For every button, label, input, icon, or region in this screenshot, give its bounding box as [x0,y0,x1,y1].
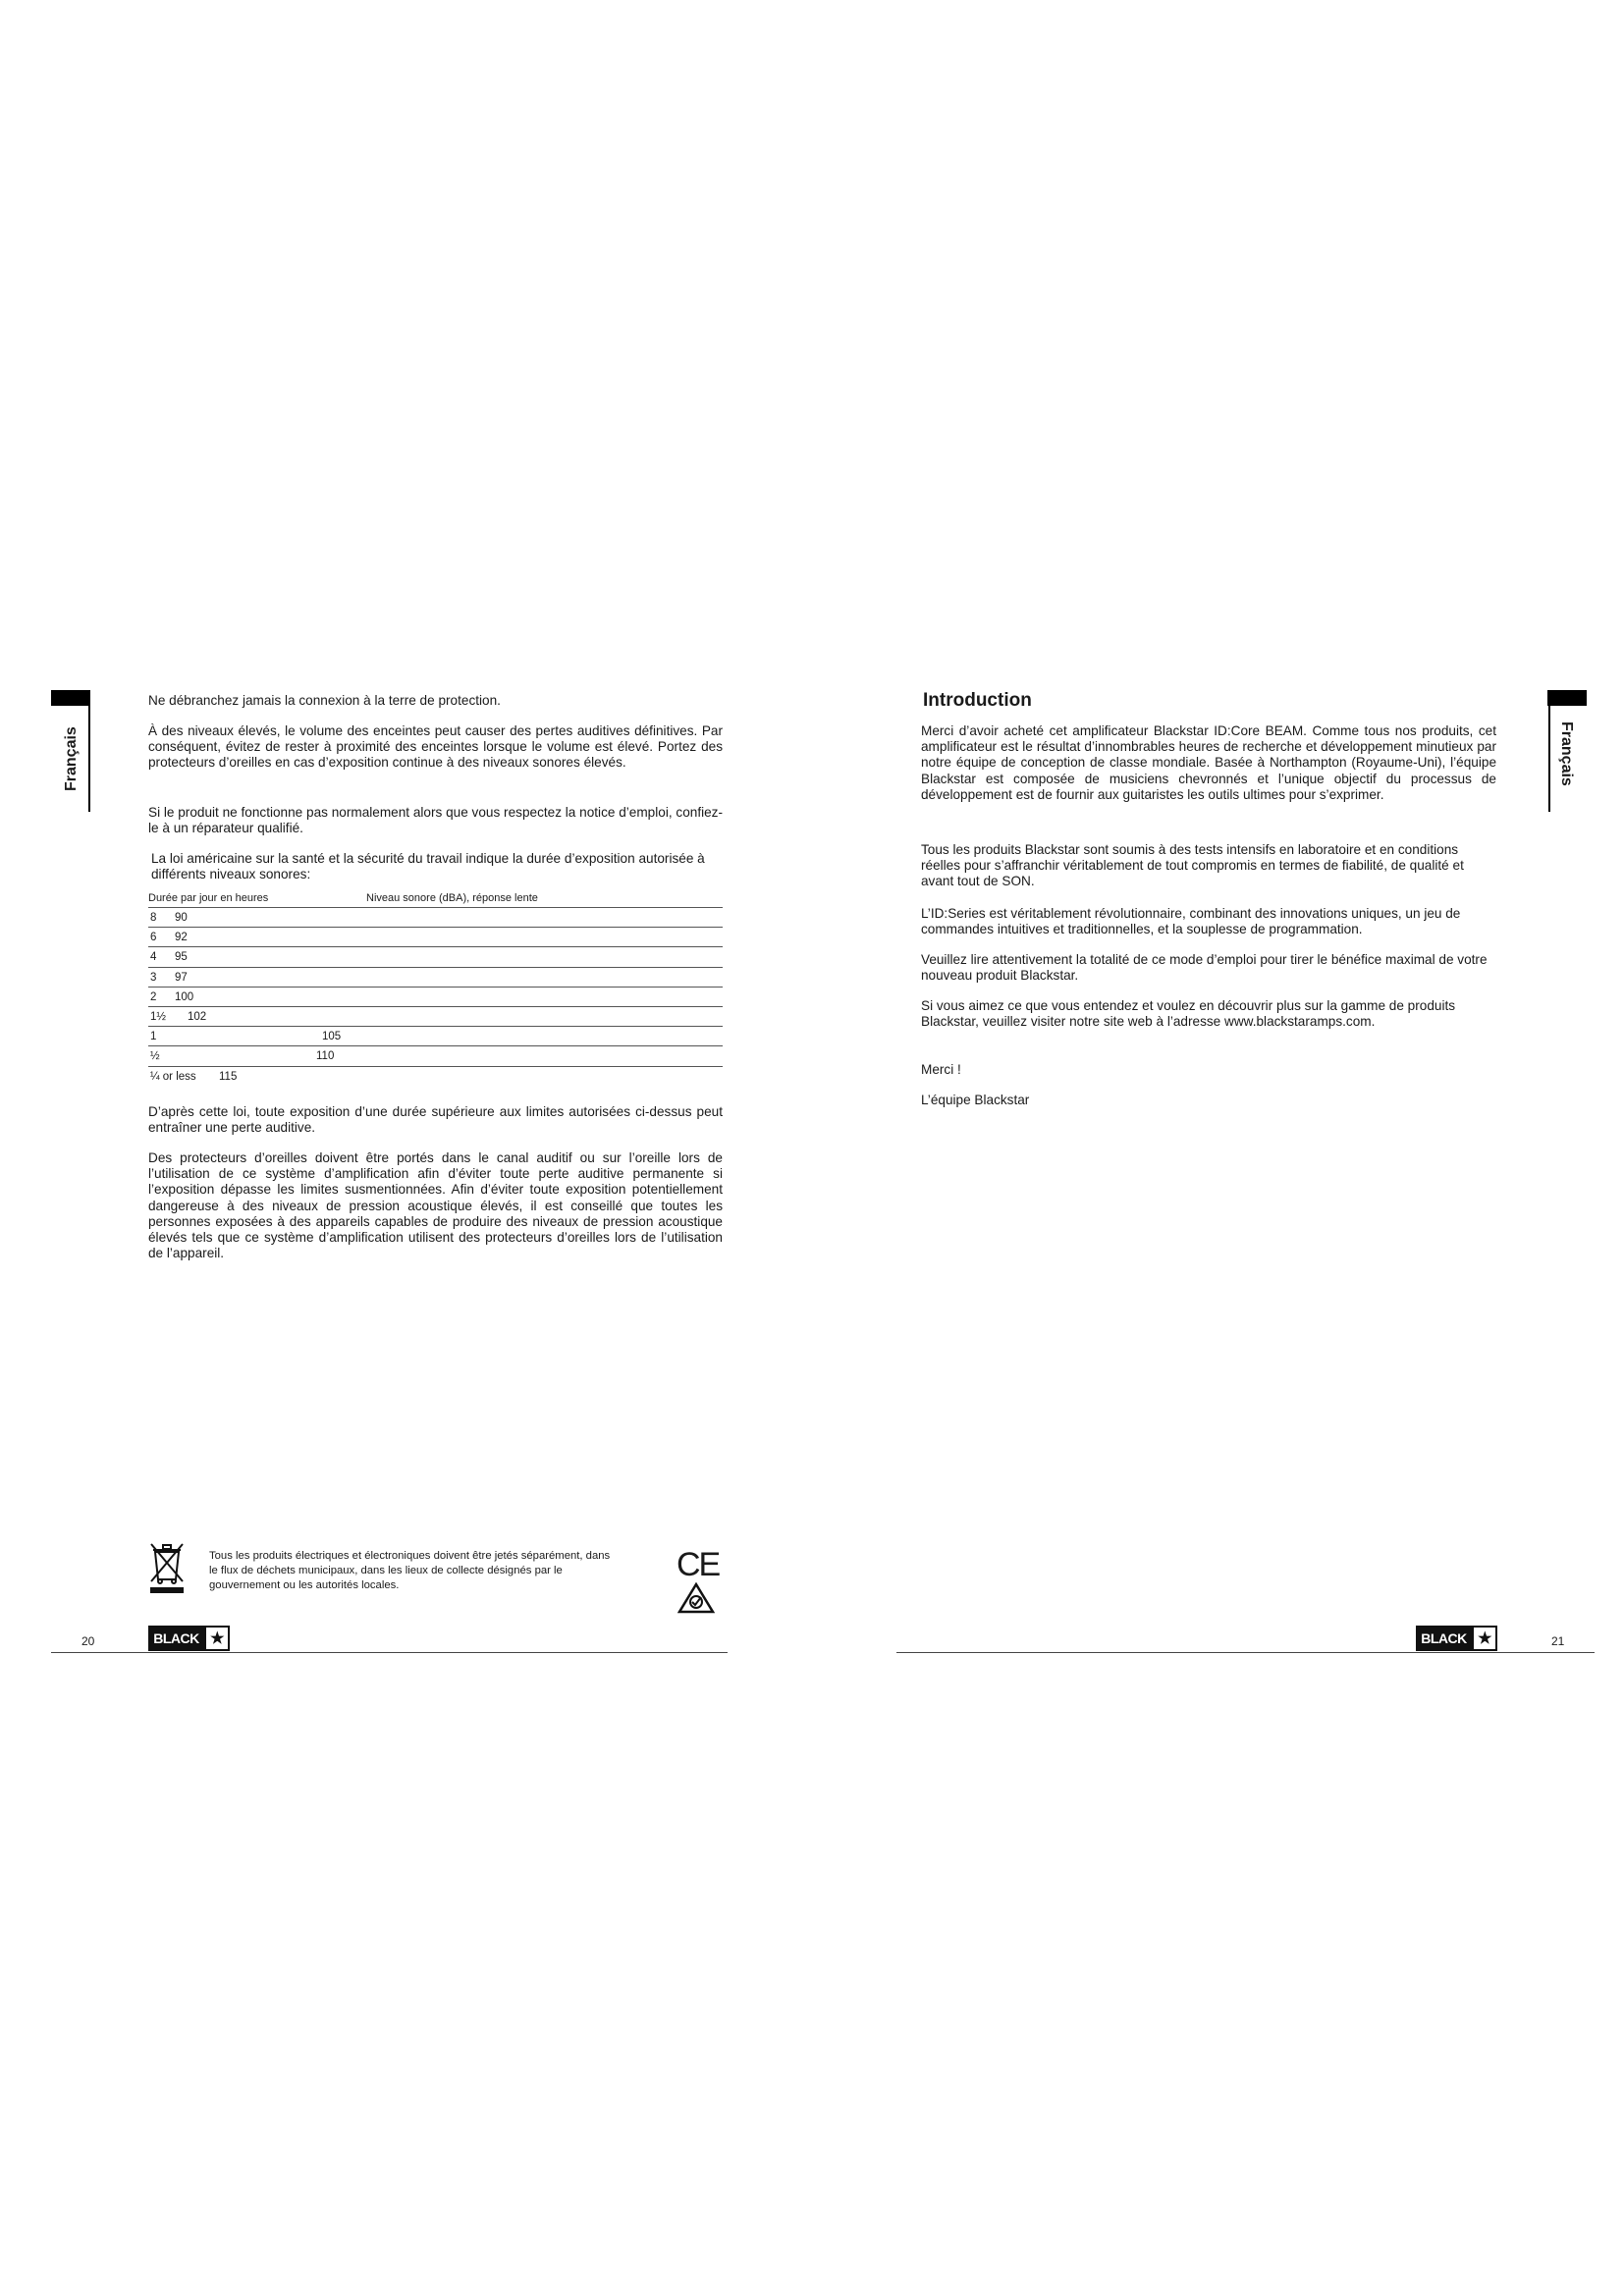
table-row [148,968,723,988]
exposure-table [148,890,723,1086]
table-cell-level: 97 [175,971,188,984]
table-row [148,1067,723,1086]
table-cell-level: 92 [175,932,188,944]
table-row [148,947,723,967]
right-side-tab-line [1548,706,1550,812]
brand-logo-word: BLACK [1421,1630,1467,1646]
table-cell-level: 100 [175,990,194,1003]
table-cell-duration: 4 [150,951,157,964]
weee-notice: Tous les produits électriques et électroniques doivent être jetés séparément, dans le flux de déchets municipaux, dans les lieux de collecte désignés par le gouvernement ou les autorités locales. [209,1550,611,1591]
table-cell-level: 110 [316,1050,335,1063]
right-paragraph-6: Merci ! [921,1062,961,1077]
table-cell-duration: 1½ [150,1010,166,1023]
right-page-number: 21 [1551,1634,1565,1648]
right-paragraph-5: Si vous aimez ce que vous entendez et voulez en découvrir plus sur la gamme de produits Blackstar, veuillez visiter notre site web à l’adresse www.blackstaramps.com. [921,998,1456,1030]
table-row [148,1007,723,1027]
table-row [148,928,723,947]
table-header-level: Niveau sonore (dBA), réponse lente [366,892,538,904]
table-row [148,908,723,928]
left-paragraph-5: D’après cette loi, toute exposition d’une durée supérieure aux limites autorisées ci-dessus peut entraîner une perte auditive. [148,1104,723,1136]
star-icon: ★ [1472,1626,1497,1651]
left-side-tab-label: Français [63,726,80,791]
left-side-tab-bar [51,690,90,706]
brand-logo-right [1416,1626,1497,1651]
right-heading: Introduction [923,690,1032,711]
ce-mark: CE [677,1546,720,1583]
table-header-duration: Durée par jour en heures [148,892,269,904]
table-row [148,988,723,1007]
table-cell-duration: ¼ or less [150,1070,196,1083]
table-cell-level: 102 [188,1010,207,1023]
rcm-compliance-icon [677,1582,715,1614]
table-cell-level: 90 [175,912,188,924]
table-cell-duration: ½ [150,1050,160,1063]
left-page-number: 20 [81,1634,95,1648]
star-icon: ★ [204,1626,230,1651]
table-cell-duration: 2 [150,990,157,1003]
table-cell-level: 105 [322,1031,342,1043]
table-cell-duration: 8 [150,912,157,924]
table-cell-level: 95 [175,951,188,964]
table-row [148,1027,723,1046]
table-cell-duration: 3 [150,971,157,984]
brand-logo-word: BLACK [153,1630,199,1646]
left-footer-rule [51,1652,728,1653]
left-paragraph-4: La loi américaine sur la santé et la sécurité du travail indique la durée d’exposition autorisée à différents niveaux sonores: [151,851,705,882]
right-paragraph-4: Veuillez lire attentivement la totalité de ce mode d’emploi pour tirer le bénéfice maximal de votre nouveau produit Blackstar. [921,952,1488,984]
right-paragraph-2: Tous les produits Blackstar sont soumis à des tests intensifs en laboratoire et en conditions réelles pour s’affranchir véritablement de tout compromis en termes de fiabilité, de qualité et avant tout de SON. [921,842,1464,889]
right-paragraph-7: L’équipe Blackstar [921,1093,1030,1107]
table-cell-duration: 6 [150,932,157,944]
brand-logo [148,1626,230,1651]
left-paragraph-2: À des niveaux élevés, le volume des enceintes peut causer des pertes auditives définitives. Par conséquent, évitez de rester à proximité des enceintes lorsque le volume est élevé. Portez des protecteurs d’oreilles en cas d’exposition continue à des niveaux sonores élevés. [148,723,723,771]
left-paragraph-3: Si le produit ne fonctionne pas normalement alors que vous respectez la notice d’emploi, confiez-le à un réparateur qualifié. [148,805,723,836]
weee-bin-icon [147,1542,187,1595]
right-footer-rule [896,1652,1595,1653]
right-side-tab-label: Français [1558,721,1575,786]
table-cell-level: 115 [219,1070,238,1083]
left-side-tab-line [88,706,90,812]
right-side-tab-bar [1547,690,1587,706]
right-paragraph-3: L’ID:Series est véritablement révolutionnaire, combinant des innovations uniques, un jeu de commandes intuitives et traditionnelles, et la souplesse de programmation. [921,906,1461,937]
table-row [148,1046,723,1066]
table-cell-duration: 1 [150,1031,157,1043]
left-paragraph-6: Des protecteurs d’oreilles doivent être portés dans le canal auditif ou sur l’oreille lors de l’utilisation de ce système d’amplification afin d’éviter toute perte auditive permanente si l’exposition dépasse les limites susmentionnées. Afin d’éviter toute exposition potentiellement dangereuse à des niveaux de pression acoustique élevés, il est conseillé que toutes les personnes exposées à des appareils capables de produire des niveaux de pression acoustique élevés tels que ce système d’amplification utilisent des protecteurs d’oreilles lors de l’utilisation de l’appareil. [148,1150,723,1261]
table-header [148,890,723,908]
left-paragraph-1: Ne débranchez jamais la connexion à la terre de protection. [148,693,501,708]
right-paragraph-1: Merci d’avoir acheté cet amplificateur Blackstar ID:Core BEAM. Comme tous nos produits, cet amplificateur est le résultat d’innombrables heures de recherche et développement minutieux par notre équipe de conception de classe mondiale. Basée à Northampton (Royaume-Uni), l’équipe Blackstar est composée de musiciens chevronnés et l’unique objectif du processus de développement est de fournir aux guitaristes les outils ultimes pour s’exprimer. [921,723,1496,802]
